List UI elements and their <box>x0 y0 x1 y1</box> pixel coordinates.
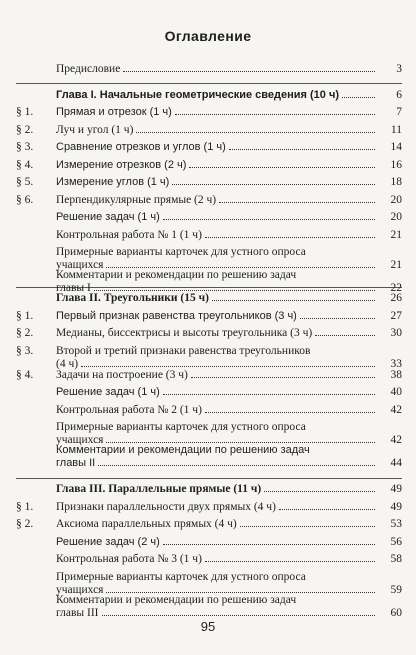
toc-entry[interactable] <box>16 501 402 514</box>
entry-title: Аксиома параллельных прямых (4 ч) <box>56 518 237 530</box>
toc-entry[interactable] <box>16 327 402 340</box>
entry-title: Примерные варианты карточек для устного опроса <box>56 246 306 258</box>
toc-entry[interactable] <box>16 444 402 470</box>
entry-title: Контрольная работа № 2 (1 ч) <box>56 404 202 416</box>
section-number: § 6. <box>16 194 34 206</box>
section-number: § 2. <box>16 518 34 530</box>
entry-title: учащихся <box>56 259 104 271</box>
entry-title: учащихся <box>56 434 104 446</box>
entry-title: Решение задач (1 ч) <box>56 211 160 223</box>
toc-entry[interactable] <box>16 404 402 417</box>
dot-leader <box>106 441 375 443</box>
entry-title: Глава II. Треугольники (15 ч) <box>56 292 209 304</box>
dot-leader <box>212 299 375 301</box>
dot-leader <box>163 218 375 220</box>
page-ref: 21 <box>390 259 402 271</box>
toc-entry[interactable] <box>16 386 402 399</box>
dot-leader <box>81 365 375 367</box>
section-number: § 4. <box>16 159 34 171</box>
entry-title: Луч и угол (1 ч) <box>56 124 134 136</box>
section-number: § 2. <box>16 124 34 136</box>
entry-title: Контрольная работа № 3 (1 ч) <box>56 553 202 565</box>
dot-leader <box>191 376 375 378</box>
dot-leader <box>342 96 375 98</box>
page-ref: 56 <box>390 536 402 548</box>
page-ref: 18 <box>390 176 402 188</box>
toc-entry[interactable] <box>16 159 402 172</box>
dot-leader <box>219 201 375 203</box>
toc-entry[interactable] <box>16 106 402 119</box>
section-number: § 3. <box>16 345 34 357</box>
page-ref: 49 <box>390 483 402 495</box>
toc-entry[interactable] <box>16 483 402 496</box>
dot-leader <box>264 490 375 492</box>
page-ref: 53 <box>390 518 402 530</box>
page-ref: 40 <box>390 386 402 398</box>
toc-entry[interactable] <box>16 518 402 531</box>
dot-leader <box>136 131 375 133</box>
entry-title: Сравнение отрезков и углов (1 ч) <box>56 141 226 153</box>
page-ref: 42 <box>390 404 402 416</box>
toc-entry[interactable] <box>16 594 402 620</box>
section-number: § 4. <box>16 369 34 381</box>
dot-leader <box>163 393 375 395</box>
entry-title: Первый признак равенства треугольников (3 ч) <box>56 310 297 322</box>
entry-title: учащихся <box>56 584 104 596</box>
entry-title: Примерные варианты карточек для устного опроса <box>56 571 306 583</box>
toc-entry[interactable] <box>16 211 402 224</box>
entry-title: Комментарии и рекомендации по решению задач <box>56 444 310 456</box>
dot-leader <box>240 525 375 527</box>
entry-title: главы I <box>56 282 91 294</box>
toc-entry[interactable] <box>16 63 402 76</box>
section-number: § 1. <box>16 106 34 118</box>
dot-leader <box>106 591 375 593</box>
page-ref: 30 <box>390 327 402 339</box>
section-number: § 5. <box>16 176 34 188</box>
dot-leader <box>189 166 375 168</box>
page-ref: 20 <box>390 211 402 223</box>
dot-leader <box>205 411 375 413</box>
dot-leader <box>205 560 375 562</box>
page-ref: 3 <box>396 63 402 75</box>
entry-title: Измерение углов (1 ч) <box>56 176 170 188</box>
toc-entry[interactable] <box>16 536 402 549</box>
page-ref: 20 <box>390 194 402 206</box>
entry-title: главы III <box>56 607 99 619</box>
entry-title: Перпендикулярные прямые (2 ч) <box>56 194 217 206</box>
page-ref: 60 <box>390 607 402 619</box>
section-number: § 2. <box>16 327 34 339</box>
page-ref: 11 <box>390 124 402 136</box>
page-title: Оглавление <box>164 28 252 44</box>
dot-leader <box>106 266 375 268</box>
page-ref: 21 <box>390 229 402 241</box>
entry-title: Примерные варианты карточек для устного опроса <box>56 421 306 433</box>
toc-entry[interactable] <box>16 553 402 566</box>
page-ref: 27 <box>390 310 402 322</box>
page-ref: 42 <box>390 434 402 446</box>
page-ref: 7 <box>396 106 402 118</box>
page-ref: 26 <box>390 292 402 304</box>
page-ref: 22 <box>390 282 402 294</box>
page-ref: 14 <box>390 141 402 153</box>
entry-title: Признаки параллельности двух прямых (4 ч) <box>56 501 276 513</box>
page-ref: 16 <box>390 159 402 171</box>
toc-entry[interactable] <box>16 176 402 189</box>
entry-title: Комментарии и рекомендации по решению задач <box>56 594 297 606</box>
toc-entry[interactable] <box>16 345 402 371</box>
dot-leader <box>315 334 375 336</box>
section-number: § 1. <box>16 501 34 513</box>
entry-title: Медианы, биссектрисы и высоты треугольника (3 ч) <box>56 327 313 339</box>
section-number: § 1. <box>16 310 34 322</box>
dot-leader <box>172 183 375 185</box>
dot-leader <box>98 464 375 466</box>
entry-title: Задачи на построение (3 ч) <box>56 369 188 381</box>
page-ref: 59 <box>390 584 402 596</box>
entry-title: Предисловие <box>56 63 121 75</box>
page-ref: 33 <box>390 358 402 370</box>
entry-title: Второй и третий признаки равенства треугольников <box>56 345 311 357</box>
dot-leader <box>163 543 375 545</box>
toc-entry[interactable] <box>16 292 402 305</box>
toc-entry[interactable] <box>16 310 402 323</box>
toc-entry[interactable] <box>16 141 402 154</box>
toc-entry[interactable] <box>16 369 402 382</box>
toc-entry[interactable] <box>16 194 402 207</box>
entry-title: Комментарии и рекомендации по решению задач <box>56 269 297 281</box>
page-ref: 58 <box>390 553 402 565</box>
dot-leader <box>94 289 375 291</box>
section-number: § 3. <box>16 141 34 153</box>
dot-leader <box>279 508 375 510</box>
entry-title: Глава I. Начальные геометрические сведения (10 ч) <box>56 89 340 101</box>
toc-entry[interactable] <box>16 89 402 102</box>
entry-title: Контрольная работа № 1 (1 ч) <box>56 229 202 241</box>
page-ref: 38 <box>390 369 402 381</box>
entry-title: Решение задач (1 ч) <box>56 386 160 398</box>
dot-leader <box>175 113 375 115</box>
dot-leader <box>123 70 375 72</box>
entry-title: (4 ч) <box>56 358 79 370</box>
toc-entry[interactable] <box>16 124 402 137</box>
page-ref: 49 <box>390 501 402 513</box>
dot-leader <box>300 317 375 319</box>
entry-title: главы II <box>56 457 96 469</box>
entry-title: Решение задач (2 ч) <box>56 536 160 548</box>
toc-entry[interactable] <box>16 229 402 242</box>
dot-leader <box>102 614 375 616</box>
entry-title: Глава III. Параллельные прямые (11 ч) <box>56 483 262 495</box>
chapter-divider <box>16 478 402 479</box>
chapter-divider <box>16 83 402 84</box>
dot-leader <box>205 236 375 238</box>
dot-leader <box>229 148 375 150</box>
page-ref: 44 <box>390 457 402 469</box>
entry-title: Измерение отрезков (2 ч) <box>56 159 187 171</box>
page-number: 95 <box>200 619 216 634</box>
entry-title: Прямая и отрезок (1 ч) <box>56 106 172 118</box>
page-ref: 6 <box>396 89 402 101</box>
